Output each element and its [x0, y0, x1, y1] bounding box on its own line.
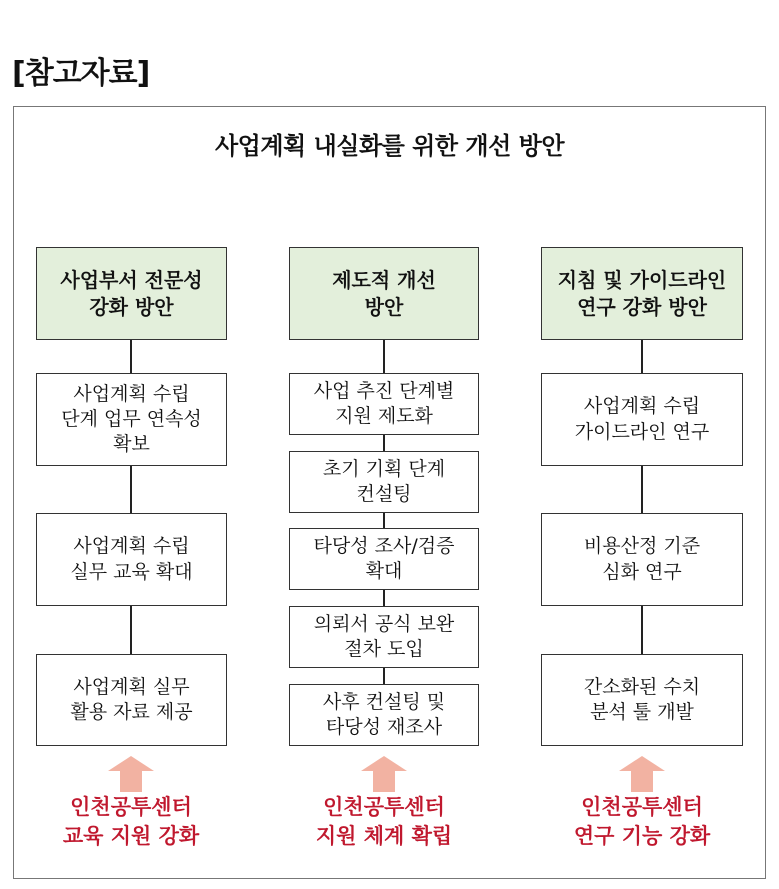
column2-item3: 타당성 조사/검증 확대 [289, 528, 479, 590]
column2-item1: 사업 추진 단계별 지원 제도화 [289, 373, 479, 435]
column3-header: 지침 및 가이드라인 연구 강화 방안 [541, 247, 743, 340]
column2-item2: 초기 기획 단계 컨설팅 [289, 451, 479, 513]
column2-item5: 사후 컨설팅 및 타당성 재조사 [289, 684, 479, 746]
column3-up-arrow-icon [619, 756, 665, 792]
column3-item2: 비용산정 기준 심화 연구 [541, 513, 743, 606]
column1-item3: 사업계획 실무 활용 자료 제공 [36, 654, 227, 746]
section-title: [참고자료] [12, 56, 150, 91]
column2-up-arrow-icon [361, 756, 407, 792]
column2-item4: 의뢰서 공식 보완 절차 도입 [289, 606, 479, 668]
column1-up-arrow-icon [108, 756, 154, 792]
column2-header: 제도적 개선 방안 [289, 247, 479, 340]
column1-footer: 인천공투센터 교육 지원 강화 [62, 795, 200, 848]
column3-footer: 인천공투센터 연구 기능 강화 [573, 795, 711, 848]
column3-item3: 간소화된 수치 분석 툴 개발 [541, 654, 743, 746]
column1-header: 사업부서 전문성 강화 방안 [36, 247, 227, 340]
column1-item2: 사업계획 수립 실무 교육 확대 [36, 513, 227, 606]
diagram-title: 사업계획 내실화를 위한 개선 방안 [215, 132, 564, 160]
column1-item1: 사업계획 수립 단계 업무 연속성 확보 [36, 373, 227, 466]
column2-footer: 인천공투센터 지원 체계 확립 [315, 795, 453, 848]
column3-item1: 사업계획 수립 가이드라인 연구 [541, 373, 743, 466]
